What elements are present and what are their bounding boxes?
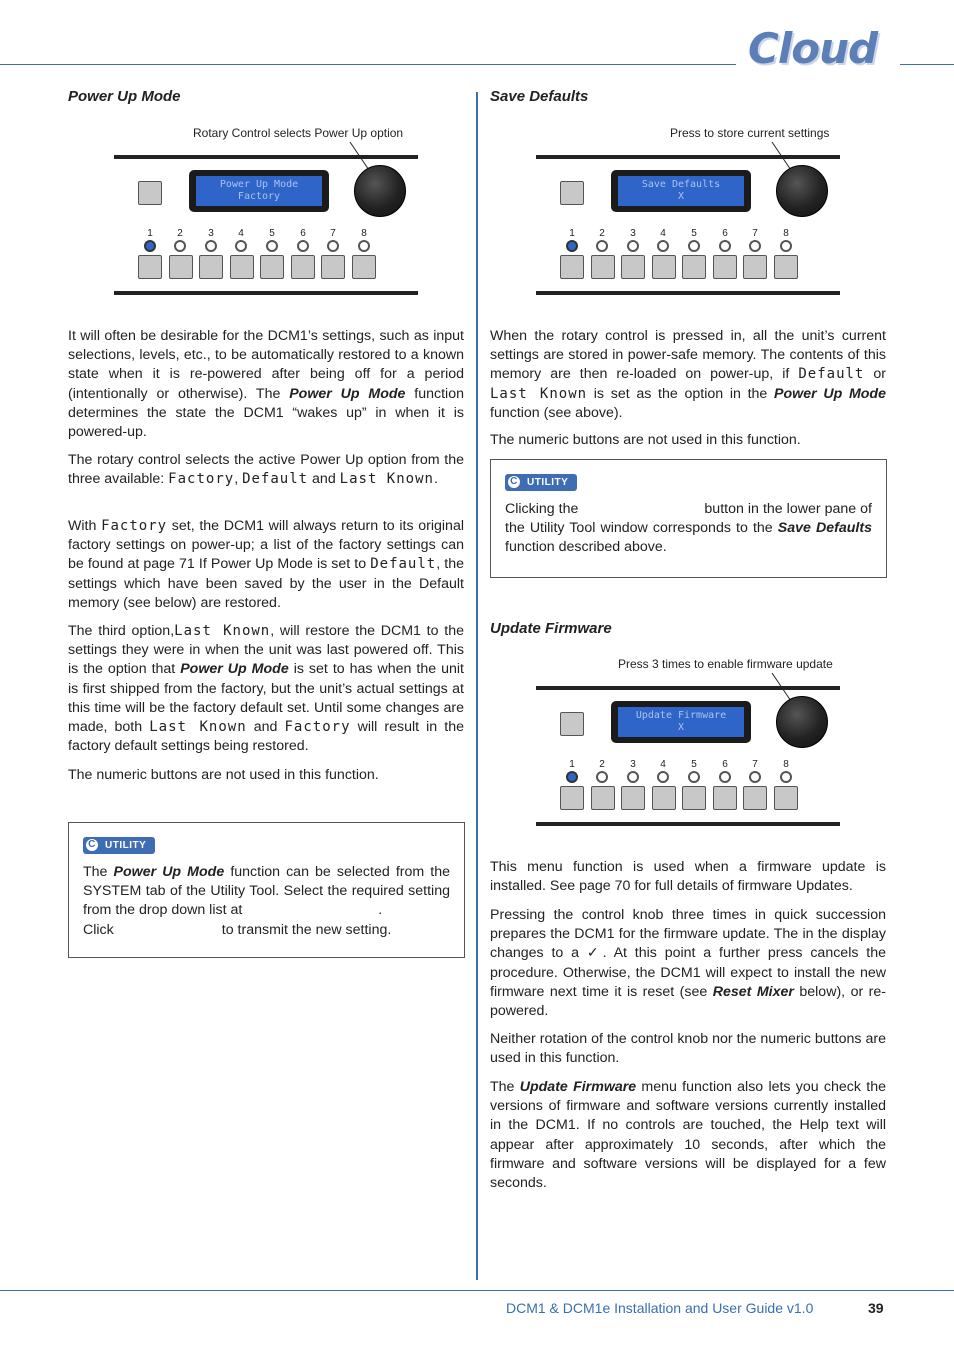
right-paragraph-2: The numeric buttons are not used in this function. (490, 432, 801, 448)
led-3 (627, 240, 639, 252)
save-defaults-heading: Save Defaults (490, 88, 589, 105)
rotary-knob[interactable] (354, 165, 406, 217)
left-paragraph-1: It will often be desirable for the DCM1’s settings, such as input selections, levels, etc., to be automatically restored to a known state when it is re-powered after being off for a period (intentionally or otherwise). The Power Up Mode function determines the state the DCM1 “wakes up” in when it is powered-up. (68, 328, 464, 441)
right-paragraph-6: The Update Firmware menu function also lets you check the versions of firmware and software versions currently installed in the DCM1. If no controls are touched, the Help text will appear after approximately 10 seconds, after which the firmware and software versions will be displayed for a few seconds. (490, 1079, 886, 1192)
numeric-button-1[interactable] (560, 255, 584, 279)
menu-button[interactable] (138, 181, 162, 205)
numeric-button-3[interactable] (199, 255, 223, 279)
numeric-button-4[interactable] (652, 255, 676, 279)
numeric-button-5[interactable] (260, 255, 284, 279)
led-7 (749, 240, 761, 252)
header-rule-left (0, 64, 736, 65)
cloud-logo: Cloud (748, 24, 878, 73)
column-divider (476, 92, 478, 1280)
led-2 (174, 240, 186, 252)
led-1 (566, 240, 578, 252)
control-panel-power-up: Power Up Mode Factory 1 2 3 4 5 6 7 8 (114, 155, 418, 295)
numeric-button-4[interactable] (230, 255, 254, 279)
led-7 (327, 240, 339, 252)
numeric-button-7[interactable] (743, 786, 767, 810)
numeric-button-6[interactable] (291, 255, 315, 279)
page-number: 39 (868, 1300, 884, 1316)
numeric-button-2[interactable] (591, 786, 615, 810)
led-2 (596, 240, 608, 252)
right-paragraph-1: When the rotary control is pressed in, all the unit’s current settings are stored in power-safe memory. The contents of this memory are then re-loaded on power-up, if Default or Last Known is set as the option in the Power Up Mode function (see above). (490, 328, 887, 421)
utility-badge: C UTILITY (505, 474, 577, 491)
utility-note-text: The Power Up Mode function can be selected from the SYSTEM tab of the Utility Tool. Select the required setting from the drop down list at . Click to transmit the new setting. (83, 864, 451, 938)
led-3 (627, 771, 639, 783)
control-panel-save-defaults: Save Defaults X 1 2 3 4 5 6 7 8 (536, 155, 840, 295)
led-8 (780, 240, 792, 252)
led-5 (688, 240, 700, 252)
numeric-button-2[interactable] (591, 255, 615, 279)
numeric-button-1[interactable] (138, 255, 162, 279)
utility-note-right (490, 459, 887, 578)
led-1 (144, 240, 156, 252)
right-paragraph-4: Pressing the control knob three times in quick succession prepares the DCM1 for the firmware update. The in the display changes to a ✓. At this point a further press cancels the procedure. Otherwise, the DCM1 will expect to install the new firmware next time it is reset (see Reset Mixer below), or re-powered. (490, 907, 886, 1020)
led-8 (358, 240, 370, 252)
header-rule-right (900, 64, 954, 65)
control-panel-update-firmware: Update Firmware X 1 2 3 4 5 6 7 8 (536, 686, 840, 826)
led-1 (566, 771, 578, 783)
left-paragraph-4: The third option,Last Known, will restore the DCM1 to the settings they were in when the unit was last powered off. This is the option that Power Up Mode is set to has when the unit is first shipped from the factory, but the unit’s actual settings at this time will be the factory default set. Until some changes are made, both Last Known and Factory will result in the factory default settings being restored. (68, 623, 464, 755)
right-paragraph-3: This menu function is used when a firmware update is installed. See page 70 for full details of firmware Updates. (490, 859, 886, 895)
led-8 (780, 771, 792, 783)
power-up-mode-heading: Power Up Mode (68, 88, 181, 105)
led-6 (297, 240, 309, 252)
save-defaults-caption: Press to store current settings (670, 126, 830, 140)
numeric-button-6[interactable] (713, 255, 737, 279)
numeric-button-8[interactable] (774, 255, 798, 279)
led-2 (596, 771, 608, 783)
power-up-caption: Rotary Control selects Power Up option (193, 126, 404, 140)
update-firmware-heading: Update Firmware (490, 620, 612, 637)
update-firmware-caption: Press 3 times to enable firmware update (618, 657, 833, 671)
cloud-c-icon: C (508, 476, 520, 488)
numeric-button-7[interactable] (321, 255, 345, 279)
lcd-display: Save Defaults X (611, 170, 751, 212)
cloud-c-icon: C (86, 839, 98, 851)
right-paragraph-5: Neither rotation of the control knob nor the numeric buttons are used in this function. (490, 1031, 886, 1067)
led-4 (235, 240, 247, 252)
led-6 (719, 240, 731, 252)
left-paragraph-2: The rotary control selects the active Power Up option from the three available: Factory, Default and Last Known. (68, 452, 464, 488)
utility-note-left (68, 822, 465, 958)
numeric-button-6[interactable] (713, 786, 737, 810)
led-4 (657, 771, 669, 783)
lcd-display: Update Firmware X (611, 701, 751, 743)
menu-button[interactable] (560, 181, 584, 205)
led-5 (688, 771, 700, 783)
rotary-knob[interactable] (776, 165, 828, 217)
led-7 (749, 771, 761, 783)
led-3 (205, 240, 217, 252)
numeric-button-1[interactable] (560, 786, 584, 810)
left-paragraph-3: With Factory set, the DCM1 will always return to its original factory settings on power-up; a list of the factory settings can be found at page 71 If Power Up Mode is set to Default, the settings which have been saved by the user in the Default memory (see below) are restored. (68, 518, 464, 611)
led-6 (719, 771, 731, 783)
guide-title: DCM1 & DCM1e Installation and User Guide v1.0 (506, 1300, 814, 1316)
numeric-button-3[interactable] (621, 786, 645, 810)
numeric-button-4[interactable] (652, 786, 676, 810)
numeric-button-3[interactable] (621, 255, 645, 279)
numeric-button-2[interactable] (169, 255, 193, 279)
numeric-button-5[interactable] (682, 786, 706, 810)
menu-button[interactable] (560, 712, 584, 736)
utility-note-text: Clicking the button in the lower pane of the Utility Tool window corresponds to the Save Defaults function described above. (505, 501, 873, 556)
utility-badge: C UTILITY (83, 837, 155, 854)
footer-rule (0, 1290, 954, 1291)
lcd-display: Power Up Mode Factory (189, 170, 329, 212)
rotary-knob[interactable] (776, 696, 828, 748)
numeric-button-5[interactable] (682, 255, 706, 279)
numeric-button-7[interactable] (743, 255, 767, 279)
numeric-button-8[interactable] (352, 255, 376, 279)
led-4 (657, 240, 669, 252)
numeric-button-8[interactable] (774, 786, 798, 810)
left-paragraph-5: The numeric buttons are not used in this function. (68, 767, 379, 783)
led-5 (266, 240, 278, 252)
